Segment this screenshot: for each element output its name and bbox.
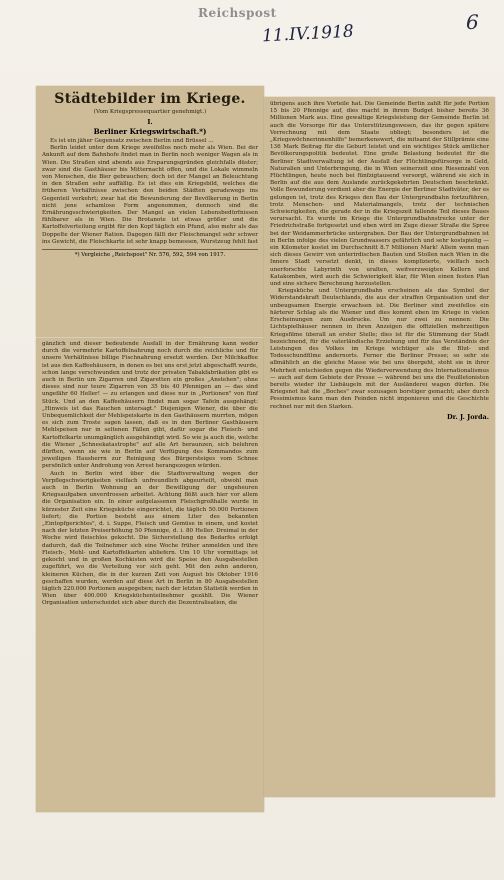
clipping-column-1-top — [36, 86, 264, 337]
section-number: I. — [147, 118, 153, 126]
clipping-column-1-bottom — [36, 338, 264, 812]
paragraph: gänzlich und dieser bedeutende Ausfall in der Ernährung kann weder durch die vermehrte Kartoffelnahrung noch durch die reichliche und für unsere Verhältnisse billige Fischnahrung ersetzt werden. Der Milchkaffee ist aus den Kaffeehäusern, in denen es bei uns erst jetzt abgeschafft wurde, schon lange verschwunden und trotz der privaten Tabakfabrikation gibt es auch in Berlin um Zigarren und Zigaretten ein großes „Anstehen"; ohne dieses sind nur teure Zigarren von 35 bis 40 Pfennigen an — das sind ungefähr 60 Heller! — zu erlangen und diese nur in „Portionen" von fünf Stück. Und an den Kaffeehäusern findet man sogar Tafeln ausgehängt: „Hinweis ist das Rauchen untersagt." Diejenigen Wiener, die über die Unbequemlichkeit der Mehlspeiskarte in den Gasthäusern murrten, mögen es sich zum Troste sagen lassen, daß es in den Berliner Gasthäusern Mehlspeisen nur in seltenen Fällen gibt, dafür sogar die Fleisch- und Kartoffelkarte unumgänglich ausgehändigt wird. So wie ja auch die, welche die Wiener „Schneekatastrophe" auf alle Art beraunzen, sich belehren dürften, wenn sie wie in Berlin auf Verfügung des Kommandos zum jeweiligen Hausherrn zur Reinigung des Bürgersteiges vom Schnee persönlich unter Androhung von Arrest herangezogen würden. — [42, 341, 258, 470]
clipping-column-2 — [264, 97, 495, 797]
handwritten-date: 11.IV.1918 — [261, 21, 355, 47]
handwritten-page-number: 6 — [466, 10, 479, 34]
article-subtitle: (Vom Kriegspressequartier genehmigt.) — [93, 109, 207, 115]
paragraph: Berlin leidet unter dem Kriege zweifellos noch mehr als Wien. Bei der Ankunft auf dem Bahnhofe findet man in Berlin noch weniger Wagen als in Wien. Die Straßen sind abends aus Ersparungsgründen gleichfalls düster; zwar sind die Gasthäuser bis Mitternacht offen, und die Lokale wimmeln von Menschen, die Bier gebrauchen; doch ist der Mangel an Beleuchtung in den Straßen sehr auffällig. Es ist dies ein Kriegsbild, welches die früheren Verhältnisse zwischen den beiden Städten geradewegs ins Gegenteil verkehrt; zwar hat die Bewunderung der Bevölkerung in Berlin nicht jene schamlose Form angenommen, dennoch sind die Ernährungsschwierigkeiten. Der Mangel an vielen Lebensbedürfnissen fühlbarer als in Wien. Die Brotanote ist etwas größer und die Kartoffelverteilung ergibt für den Kopf täglich ein Pfund, also mehr als das Doppelte der Wiener Ration. Dagegen fällt der Fleischmangel sehr schwer ins Gewicht, die Fleischkarte ist sehr knapp bemessen, Wurstzeug fehlt fast — [42, 145, 258, 245]
author-signature: Dr. J. Jorda. — [447, 412, 489, 421]
footnote: *) Vergleiche „Reichspost" Nr. 576, 592, 594 von 1917. — [42, 249, 258, 258]
section-title: Berliner Kriegswirtschaft.*) — [93, 127, 207, 136]
article-title: Städtebilder im Kriege. — [54, 91, 246, 107]
paragraph: Kriegsküche und Untergrundbahn erscheinen als das Symbol der Widerstandskraft Deutschlands, die aus der straffen Organisation und der unbeugsamen Energie erwachsen ist. Die Berliner sind zweifellos ein härterer Schlag als die Wiener und dies kommt eben im Kriege in vielen Erscheinungen zum Ausdrucke. Um nur zwei zu nennen: Die Lichtspielhäuser nennen in ihren Anzeigen die offiziellen mehrzeitigen Kriegsfilme überall an erster Stelle; dies ist für die Stimmung der Stadt bezeichnend, für die vaterländische Erziehung und für das Verständnis der Leistungen des Volkes im Kriege wichtiger als die Blut- und Todesschundfilme andernorts. Ferner die Berliner Presse; so sehr sie allmählich an die gleiche Masse wie bei uns übergeht, steht sie in ihrer Mehrheit entschieden gegen die Wiederverwendung des Internationalismus — auch auf dem Gebiete der Presse — während bei uns die Feuilletonisten bereits wieder ihr Liebäugeln mit der Ausländerei wagen dürfen. Die Kriegsnot hat die „Boches" zwar sozusagen borstiger gemacht; aber durch Pessimismus kann man den Feinden nicht imponieren und die Geschichte rechnet nur mit den Starken. — [270, 288, 489, 410]
paragraph: Auch in Berlin wird über die Stadtverwaltung wegen der Verpflegschwierigkeiten vielfach unfreundlich abgeurteilt, obwohl man auch in Berlin Wohnung an der Bewilligung der ungeheuren Kriegsaufgaben unverdrossen arbeitet. Achtung flößt auch hier vor allem die Organisation ein. In einer aufgelassenen Fleischgroßhalle wurde in kürzester Zeit eine Kriegsküche eingerichtet, die täglich 50.000 Portionen liefert; die Portion besteht aus einem Liter des bekannten „Eintopfgerichtes", d. i. Suppe, Fleisch und Gemüse in einem, und kostet nach der letzten Preiserhöhung 50 Pfennige, d. i. 80 Heller. Dreimal in der Woche wird fleischlos gekocht. Die Sicherstellung des Bedarfes erfolgt dadurch, daß die Teilnehmer sich eine Woche früher anmelden und ihre Fleisch-, Mehl- und Kartoffelkarten abliefern. Um 10 Uhr vormittags ist gekocht und in großen Kochkisten wird die Speise den Ausgabestellen zugeführt, wo die Verteilung vor sich geht. Mit den zehn anderen, kleineren Küchen, die in der kurzen Zeit von August bis Oktober 1916 geschaffen wurden, werden auf diese Art in Berlin in 80 Ausgabestellen täglich 220.000 Portionen ausgegeben; nach der letzten Statistik werden in Wien über 400.000 Kriegsküchenteilnehmer gezählt. Die Wiener Organisation unterscheidet sich aber durch die Dezentralisation, die — [42, 470, 258, 607]
archive-stamp: Reichspost — [198, 6, 277, 20]
paragraph: Es ist ein jäher Gegensatz zwischen Berlin und Brüssel ... — [50, 138, 214, 144]
paragraph: übrigens auch ihre Vorteile hat. Die Gemeinde Berlin zahlt für jede Portion 15 bis 20 Pfennige auf, dies macht in ihrem Budget bisher bereits 36 Millionen Mark aus. Eine gewaltige Kriegsleistung der Gemeinde Berlin ist auch die Vorsorge für das Unterstützungswesen, das ihr gegen spätere Verrechnung mit dem Staate obliegt; besonders ist die „Kriegswöchnerinnenhilfe" bemerkenswert, die mitsamt der Stillprämie eine 136 Mark Beitrag für die Geburt leistet und ein wichtiges Stück amtlicher Bevölkerungspolitik bedeutet. Eine große Belastung bedeutet für die Berliner Stadtverwaltung ist der Ausfall der Flüchtlingsfürsorge in Geld, Naturalien und Unterbringung, die in Wien seinerzeit eine Riesenzahl von Flüchtlingen, heute noch bei fünfzigtausend versorgt, während sie sich in Berlin auf die aus dem Auslande zurückgekehrten Deutschen beschränkt. Volle Bewunderung verdient aber die Energie der Berliner Stadtväter, der es gelungen ist, trotz des Krieges den Bau der Untergrundbahn fortzuführen, trotz Menschen- und Materialmangels, trotz der technischen Schwierigkeiten, die gerade der in die Kriegszeit fallende Teil dieses Baues verursacht. Es wurde im Kriege die Untergrundbahnstrecke unter der Friedrichstraße fortgesetzt und eben wird im Zuge dieser Straße die Spree bei der Weidammerbrücke untergraben. Der Bau der Untergrundbahnen ist in Berlin infolge des vielen Grundwassers gefährlich und sehr kostspielig — ein Kilometer kostet im Durchschnitt 8.7 Millionen Mark! Allein wenn man sich dieses Gewirr von unterirdischen Bauten und Stollen nach Wien in die Innere Stadt versetzt denkt, in dieses komplizierte, vielfach noch unerforschte Labyrinth von uralten, weitverzweigten Kellern und Katakomben, wird auch die Schwierigkeit klar, für Wien einen festen Plan und eine sichere Berechnung herzustellen. — [270, 101, 489, 288]
